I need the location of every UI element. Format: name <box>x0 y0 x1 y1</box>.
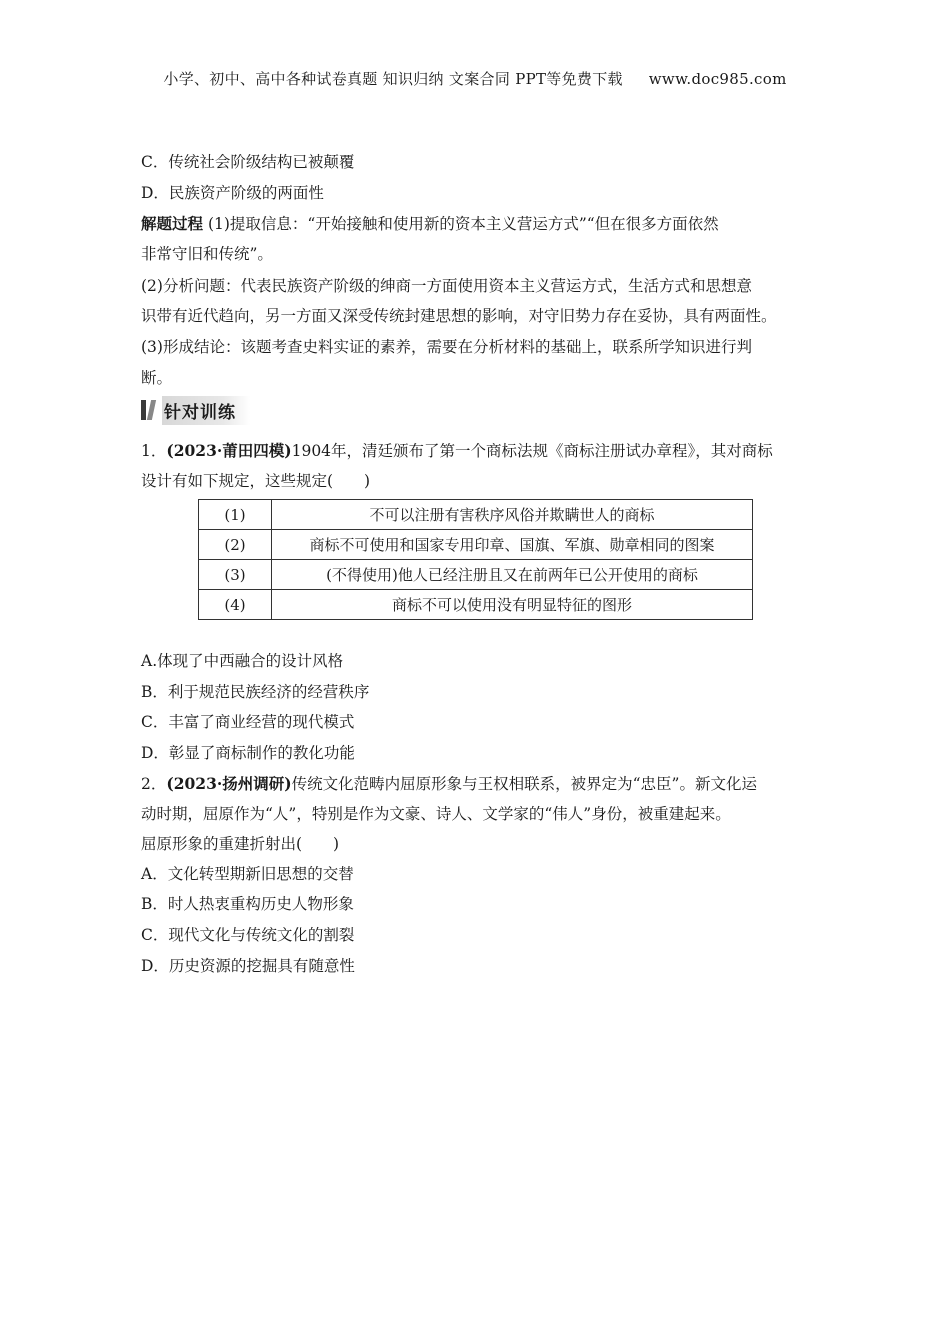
section-marker-icon <box>141 400 146 420</box>
solution-line-5: (3)形成结论：该题考查史料实证的素养，需要在分析材料的基础上，联系所学知识进行判 <box>141 338 752 356</box>
solution-line-2: 非常守旧和传统”。 <box>141 245 273 263</box>
q1-stem-text-1: 1904年，清廷颁布了第一个商标法规《商标注册试办章程》，其对商标 <box>291 442 773 460</box>
solution-line-4: 识带有近代趋向，另一方面又深受传统封建思想的影响，对守旧势力存在妥协，具有两面性。 <box>141 307 777 325</box>
table-cell-text: 商标不可以使用没有明显特征的图形 <box>272 590 753 620</box>
q2-option-c: C．现代文化与传统文化的割裂 <box>141 926 355 944</box>
q1-rules-table <box>198 499 753 620</box>
table-row <box>199 500 753 530</box>
section-marker-icon-2 <box>147 400 156 420</box>
q1-option-a: A.体现了中西融合的设计风格 <box>141 652 344 670</box>
q2-stem-text-1: 传统文化范畴内屈原形象与王权相联系，被界定为“忠臣”。新文化运 <box>291 775 757 793</box>
solution-line-3: (2)分析问题：代表民族资产阶级的绅商一方面使用资本主义营运方式，生活方式和思想意 <box>141 277 752 295</box>
table-cell-num: (4) <box>199 590 272 620</box>
header-text: 小学、初中、高中各种试卷真题 知识归纳 文案合同 PPT等免费下载 <box>163 70 623 88</box>
table-cell-text: 不可以注册有害秩序风俗并欺瞒世人的商标 <box>272 500 753 530</box>
q1-stem-line-2: 设计有如下规定，这些规定( ) <box>141 472 371 490</box>
q2-number: 2． <box>141 775 167 793</box>
q2-source: (2023·扬州调研) <box>166 774 292 793</box>
q1-stem-line-1 <box>141 441 821 461</box>
table-cell-text: (不得使用)他人已经注册且又在前两年已公开使用的商标 <box>272 560 753 590</box>
prev-option-c: C．传统社会阶级结构已被颠覆 <box>141 153 355 171</box>
table-cell-num: (1) <box>199 500 272 530</box>
prev-option-d: D．民族资产阶级的两面性 <box>141 184 324 202</box>
q1-number: 1． <box>141 442 167 460</box>
q2-stem-line-1 <box>141 774 821 794</box>
q2-stem-line-3: 屈原形象的重建折射出( ) <box>141 835 340 853</box>
section-heading <box>141 396 250 424</box>
table-row <box>199 530 753 560</box>
q2-option-d: D．历史资源的挖掘具有随意性 <box>141 957 355 975</box>
table-row <box>199 590 753 620</box>
table-cell-num: (2) <box>199 530 272 560</box>
q1-option-c: C．丰富了商业经营的现代模式 <box>141 713 355 731</box>
table-cell-text: 商标不可使用和国家专用印章、国旗、军旗、勋章相同的图案 <box>272 530 753 560</box>
q2-stem-line-2: 动时期，屈原作为“人”，特别是作为文豪、诗人、文学家的“伟人”身份，被重建起来。 <box>141 805 731 823</box>
q1-option-d: D．彰显了商标制作的教化功能 <box>141 744 355 762</box>
q1-source: (2023·莆田四模) <box>166 441 292 460</box>
q1-option-b: B．利于规范民族经济的经营秩序 <box>141 683 370 701</box>
table-row <box>199 560 753 590</box>
table-cell-num: (3) <box>199 560 272 590</box>
q2-option-a: A．文化转型期新旧思想的交替 <box>141 865 354 883</box>
solution-line-6: 断。 <box>141 369 173 387</box>
q2-option-b: B．时人热衷重构历史人物形象 <box>141 895 354 913</box>
solution-line-1 <box>141 214 821 234</box>
section-title: 针对训练 <box>162 396 250 425</box>
solution-text-1: (1)提取信息：“开始接触和使用新的资本主义营运方式”“但在很多方面依然 <box>207 215 719 233</box>
solution-label: 解题过程 <box>141 214 204 233</box>
page-header <box>0 68 950 89</box>
header-url[interactable]: www.doc985.com <box>648 70 787 88</box>
